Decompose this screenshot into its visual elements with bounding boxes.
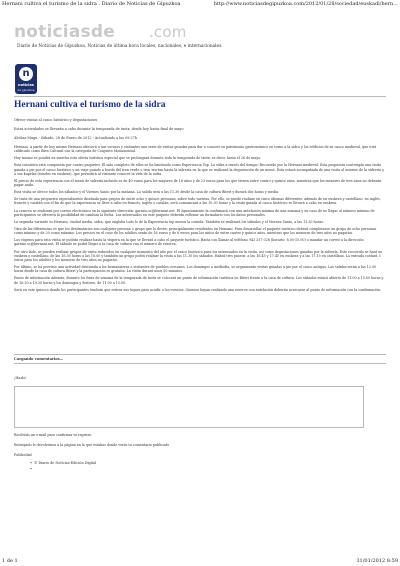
- copyright: • © Diario de Noticias-Edición Digital: [30, 460, 96, 466]
- article-paragraph: Hernani. A partir de hoy mismo Hernani ofrecerá a sus vecinos y visitantes una serie de visitas guiadas para dar a conocer su patrimonio gastronómico en torno a la sidra y los edificios de su casco medieval, que está calificado como Bien Cultural con la categoría de Conjunto Monumental.: [14, 145, 377, 154]
- footer-link-list: [30, 460, 96, 466]
- article-paragraph: Se trata de una propuesta especialmente diseñada para grupos de entre ocho y quince personas, sobre todo turistas. Por ello, se puede realizar en cinco idiomas diferentes: además de en euskera y castellano, en inglés, francés y catalán con el fin de que la experiencia se lleve a cabo en francés, inglés o catalán, será comunicará a las 10.30 horas y la visita guiada al casco histórico se llevará a cabo en euskera.: [14, 197, 381, 206]
- comments-cta[interactable]: ¡Hazlo!: [14, 376, 27, 380]
- comments-header: Cargando comentarios...: [14, 354, 386, 364]
- article-summary: Estas actividades se llevarán a cabo durante la temporada de txotx, desde hoy hasta final de mayo: [14, 127, 184, 131]
- article-paragraph: Esta visita se ofrece todos los sábados y el Viernes Santo por la mañana. La salida será a las 11.30 desde la casa de cultura Biteri y durará dos horas y media.: [14, 190, 280, 195]
- logo-wordmark: noticiasde .com: [14, 22, 187, 42]
- print-header-title: Hernani cultiva el turismo de la sidra . Diario de Noticias de Gipuzkoa: [2, 1, 181, 7]
- logo-com: .com: [148, 23, 187, 41]
- article-paragraph: Punto de información Además, durante los fines de semana de la temporada de txotx se colocará un punto de información turística en Biteri frente a la casa de cultura. Los sábados estará abierto de 11.00 a 15.00 horas y de 16.30 a 19.30 horas y los domingos y festivos, de 11.00 a 15.00.: [14, 276, 384, 285]
- print-header: [0, 0, 400, 9]
- article-paragraph: El precio de esta experiencia con el menú de sidrería incluido es de 40 euros para los mayores de 16 años y de 23 euros para los que tienen entre cuatro y quince años, mientras que los menores de tres años no deberán pagar nada.: [14, 178, 382, 188]
- article-paragraph: Los viajeros para esta visita se podrán realizar hasta la víspera en la que se llevará a cabo el paquete turístico. Basta con llamar al teléfono 943 337 028 (horario: 8.00-15.00) o mandar un correo a la dirección garraio.sc@hernani.net. El sábado se podrá llegar a la casa de cultura con el número de reserva.: [14, 238, 364, 247]
- article-byline: Alcibar Mugu - Sábado, 28 de Enero de 2012 - Actualizado a las 09:27h: [14, 136, 138, 140]
- site-logo[interactable]: [14, 22, 386, 50]
- article-paragraph: La segunda variante es Hernani, ciudad media, sidra, que engloba todo lo de la Experiencia top menos la comida. También se realizará los sábados y el Viernes Santo, a las 11.30 horas.: [14, 219, 324, 224]
- article-paragraph: Será en este quiosco donde los participantes tendrán que retirar sus tiques para acudir a los eventos. Quienes hayan realizado una reserva con antelación deberán acercarse al punto de información con la confirmación.: [14, 287, 382, 292]
- article-paragraph: Por último, se ha previsto una actividad destinada a los hernaniarras o visitantes de pueblos cercanos. Los domingos a mediodía, se organizarán visitas guiadas a pie por el casco antiguo. Las salidas serán a las 12.00 horas desde la casa de cultura Biteri y la participación es gratuita. La visita durará unos 50 minutos.: [14, 265, 377, 274]
- article-subtitle: Ofrece visitas al casco histórico y degustaciones: [14, 118, 98, 122]
- badge-sublabel: de gipuzkoa: [17, 88, 35, 92]
- print-footer: [0, 557, 400, 566]
- noticias-badge-logo[interactable]: [15, 64, 37, 94]
- article-body: [14, 145, 386, 295]
- site-tagline: Diario de Noticias de Gipuzkoa. Noticias de última hora locales, nacionales, e internacionales.: [17, 44, 223, 49]
- badge-letter: n: [19, 67, 33, 81]
- badge-label: noticias: [18, 83, 34, 87]
- divider: [14, 96, 386, 97]
- print-header-url[interactable]: http://www.noticiasdegipuzkoa.com/2012/01/28/sociedad/euskadi/hern...: [213, 1, 398, 7]
- article-paragraph: Hoy mismo se pondrá en marcha esta oferta turística especial que se prolongará durante toda la temporada de txotx, es decir, hasta el 26 de mayo.: [14, 156, 262, 161]
- page-count: 1 de 1: [2, 558, 18, 564]
- article-paragraph: Por otro lado, se pueden realizar grupos de visita reducidos en cualquier momento del año por el casco histórico para los interesados en la visita, así como degustaciones guiadas por la sidrería. Este recorrido se hará en euskera o castellano, de las 16.30 horas a las 18.00 y también un grupo podrá realizar la visita a las 11.30 los sábados. Habrá tres paseos: a las 16.45 y 17.45 en euskera y a las 17.15 en castellano. La entrada costará 3 euros para los adultos y los menores de tres años no pagarán.: [14, 249, 383, 262]
- article-paragraph: Esta iniciativa está compuesta por cuatro paquetes. El más completo de ellos se ha bautizado como Experiencia Top. La sidra a través del tiempo. Recorrido por la Hernani medieval. Esta propuesta contempla una visita guiada a pie por el casco histórico y un viaje guiado a bordo del tren verde o tren txu-txu hasta la sidrería en la que se realizará la degustación de un menú. Ésta estará acompañada de una visita al interior de la sidrería y a sus kupelas (toneles en euskera), que permitirá al visitante conocer la vida de la sidra.: [14, 163, 385, 176]
- article-headline: Hernani cultiva el turismo de la sidra: [14, 100, 166, 110]
- registration-note: Recibirás un e-mail para confirmar tu registro.: [14, 433, 93, 437]
- comment-textarea[interactable]: [14, 386, 364, 428]
- article-paragraph: La reserva se realizará por correo electrónico en la siguiente dirección: garraio.sc@hernani.net. El Ayuntamiento la confirmará con una antelación mínima de una semana y en caso de no llegar al número mínimo de participantes se ofrecerá la posibilidad de cambiar la fecha. Los interesados en este paquete deberán rellenar un formulario con los datos personales.: [14, 208, 375, 217]
- advertising-label: Publicidad: [14, 453, 32, 457]
- return-note: Entregado le devolvemos a la página en la que estabas donde verás tu comentario publicado: [14, 443, 170, 447]
- article-page: [14, 22, 386, 465]
- article-paragraph: Otra de las diferencias es que los destinatarios son cualquier persona o grupo que lo desee; principalmente residentes en Hernani. Para desarrollar el paquete turístico deberá completarse un grupo de ocho personas como mínimo y de 20 como máximo. Los precios en el caso de los adultos serán de 16 euros y de 8 euros para los niños de entre cuatro y quince años, mientras que los menores de tres años no pagarán.: [14, 226, 377, 236]
- print-datetime: 31/01/2012 8:59: [356, 558, 398, 564]
